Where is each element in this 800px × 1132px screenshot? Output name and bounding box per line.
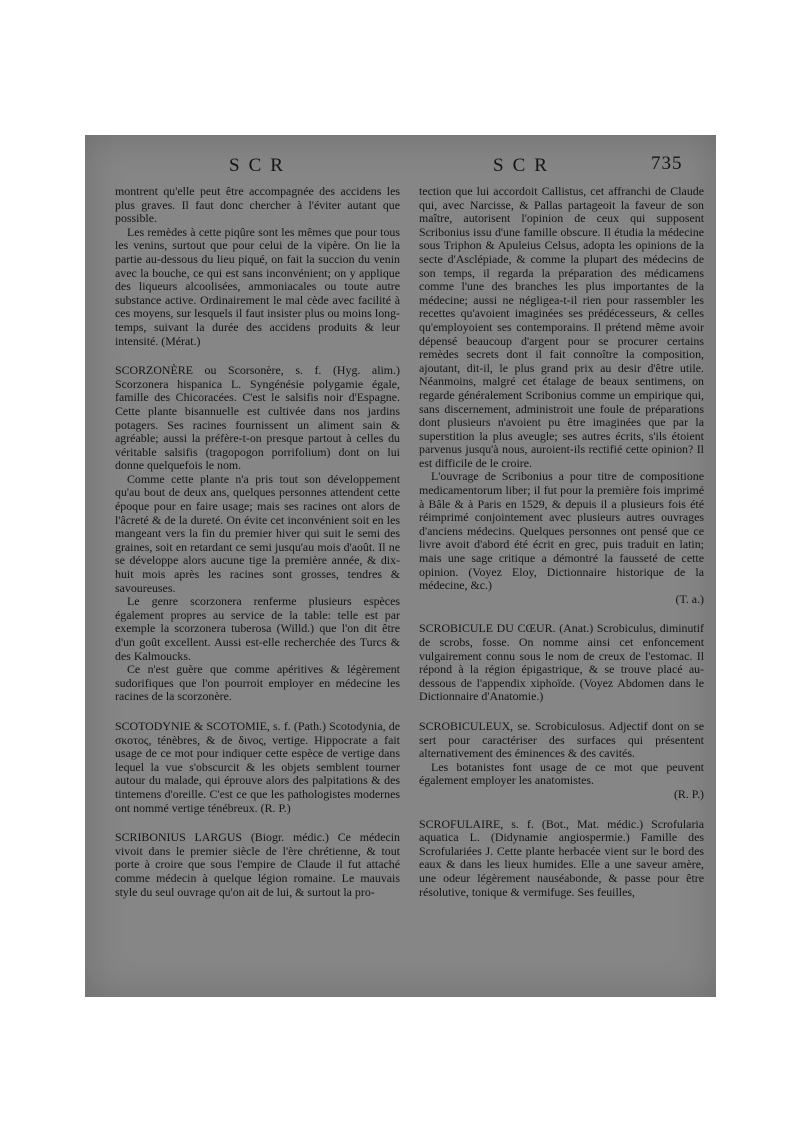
paragraph: L'ouvrage de Scribonius a pour titre de compositione medicamentorum liber; il fut pour la première fois imprimé à Bâle & à Paris en 1529, & depuis il a plusieurs fois été réimprimé conjointement avec plusieurs autres ouvrages d'anciens médecins. Quelques personnes ont pensé que ce livre avoit d'abord été écrit en grec, puis traduit en latin; mais une sage critique a démontré la fausseté de cette opinion. (Voyez Eloy, Dictionnaire historique de la médecine, &c.) (419, 469, 704, 593)
running-header (85, 155, 716, 179)
paragraph: Comme cette plante n'a pris tout son développement qu'au bout de deux ans, quelques personnes attendent cette époque pour en faire usage; mais ses racines ont alors de l'âcreté & de la dureté. On évite cet inconvénient soit en les mangeant vers la fin du premier hiver qui suit le semi des graines, soit en retardant ce semi jusqu'au mois d'août. Il ne se développe alors aucune tige la première année, & dix-huit mois après les racines sont grosses, tendres & savoureuses. (115, 471, 400, 595)
entry-scrofulaire: SCROFULAIRE, s. f. (Bot., Mat. médic.) Scrofularia aquatica L. (Didynamie angiospermie.) Famille des Scrofulariées J. Cette plante herbacée vient sur le bord des eaux & dans les lieux humides. Elle a une saveur amère, une odeur légèrement nauséabonde, & passe pour être résolutive, tonique & vermifuge. Ses feuilles, (419, 816, 704, 899)
entry-scrobicule: SCROBICULE DU CŒUR. (Anat.) Scrobiculus, diminutif de scrobs, fosse. On nomme ainsi cet enfoncement vulgairement connu sous le nom de creux de l'estomac. Il répond à la région épigastrique, & se trouve placé au-dessous de l'appendix xiphoïde. (Voyez Abdomen dans le Dictionnaire d'Anatomie.) (419, 621, 704, 704)
entry-scribonius: SCRIBONIUS LARGUS (Biogr. médic.) Ce médecin vivoit dans le premier siècle de l'ère chrétienne, & tout porte à croire que sous l'empire de Claude il fut attaché comme médecin à quelque légion romaine. Le mauvais style du seul ouvrage qu'on ait de lui, & surtout la pro- (115, 830, 400, 899)
author-signature: (R. P.) (673, 786, 704, 801)
entry-scotodynie: SCOTODYNIE & SCOTOMIE, s. f. (Path.) Scotodynia, de σκοτος, ténèbres, & de δινος, vertige. Hippocrate a fait usage de ce mot pour indiquer cette espèce de vertige dans lequel la vue s'obscurcit & les objets semblent tourner autour du malade, qui éprouve alors des palpitations & des tintemens d'oreille. C'est ce que les pathologistes modernes ont nommé vertige ténébreux. (R. P.) (115, 718, 400, 815)
left-running-head: SCR (229, 155, 292, 176)
right-column (419, 185, 704, 991)
paragraph: montrent qu'elle peut être accompagnée des accidens les plus graves. Il faut donc chercher à l'éviter autant que possible. (115, 185, 400, 226)
entry-scrobiculeux: SCROBICULEUX, se. Scrobiculosus. Adjectif dont on se sert pour caractériser des surfaces qui présentent alternativement des éminences & des cavités. (419, 718, 704, 761)
book-page (85, 135, 716, 997)
author-signature: (T. a.) (675, 591, 704, 606)
left-column (115, 185, 400, 991)
entry-scorzonere: SCORZONÈRE ou Scorsonère, s. f. (Hyg. alim.) Scorzonera hispanica L. Syngénésie polygamie égale, famille des Chicoracées. C'est le salsifis noir d'Espagne. Cette plante bisannuelle est cultivée dans nos jardins potagers. Ses racines fournissent un aliment sain & agréable; aussi la préfère-t-on presque partout à celles du véritable salsifis (tragopogon porrifolium) dont on lui donne quelquefois le nom. (115, 363, 400, 473)
paragraph: tection que lui accordoit Callistus, cet affranchi de Claude qui, avec Narcisse, & Pallas partageoit la faveur de son maître, autorisent l'opinion de ceux qui supposent Scribonius issu d'une famille obscure. Il étudia la médecine sous Triphon & Apuleius Celsus, adopta les opinions de la secte d'Asclépiade, & comme la plupart des médecins de son temps, il regarda la préparation des médicamens comme l'une des branches les plus importantes de la médecine; aussi ne négligea-t-il rien pour rassembler les recettes qu'avoient imaginées ses prédécesseurs, & celles qu'employoient ses contemporains. Il prétend même avoir dépensé beaucoup d'argent pour se procurer certains remèdes secrets dont il fait connoître la composition, ajoutant, dit-il, le plus grand prix au desir d'être utile. Néanmoins, malgré cet étalage de beaux sentimens, on regarde généralement Scribonius comme un empirique qui, sans discernement, administroit une foule de préparations dont plusieurs n'avoient pu être imaginées que par la superstition la plus aveugle; ses autres écrits, s'ils étoient parvenus jusqu'à nous, auroient-ils rectifié cette opinion? Il est difficile de le croire. (419, 185, 704, 470)
paragraph: Les botanistes font usage de ce mot que peuvent également employer les anatomistes. (419, 759, 704, 788)
page-number: 735 (651, 153, 683, 174)
paragraph: Le genre scorzonera renferme plusieurs espèces également propres au service de la table: telle est par exemple la scorzonera tuberosa (Willd.) que l'on dit être d'un goût excellent. Aussi est-elle recherchée des Turcs & des Kalmoucks. (115, 594, 400, 663)
right-running-head: SCR (493, 155, 556, 176)
paragraph: Les remèdes à cette piqûre sont les mêmes que pour tous les venins, surtout que pour celui de la vipère. On lie la partie au-dessous du lieu piqué, on fait la succion du venin avec la bouche, ce qui est sans inconvénient; on y applique des liqueurs alcoolisées, ammoniacales ou toute autre substance active. Ordinairement le mal cède avec facilité à ces moyens, sur lesquels il faut insister plus ou moins long-temps, suivant la durée des accidens produits & leur intensité. (Mérat.) (115, 224, 400, 348)
paragraph: Ce n'est guère que comme apéritives & légèrement sudorifiques que l'on pourroit employer en médecine les racines de la scorzonère. (115, 662, 400, 704)
